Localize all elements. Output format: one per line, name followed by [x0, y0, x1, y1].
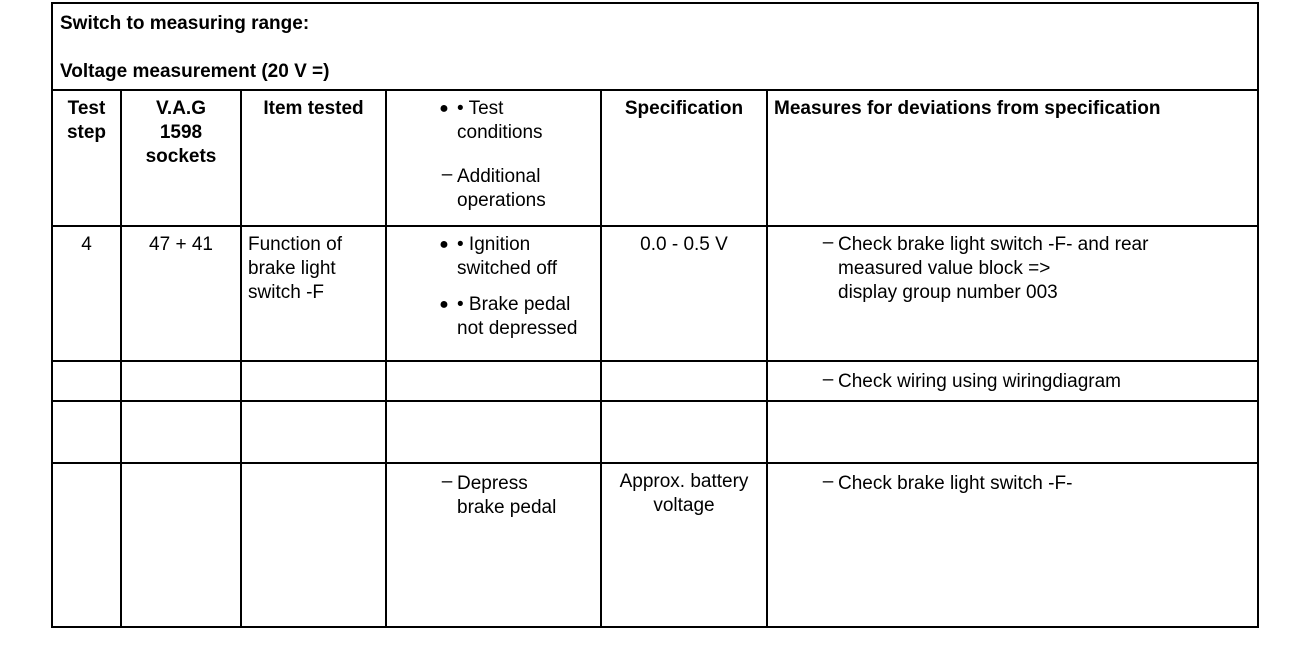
- header-conditions: [386, 90, 601, 226]
- cell-measures: [767, 226, 1258, 361]
- table-row: [52, 463, 1258, 627]
- cell-conditions: [386, 463, 601, 627]
- cell-sockets: 47 + 41: [121, 226, 241, 361]
- header-specification: Specification: [601, 90, 767, 226]
- dash-icon: –: [441, 471, 453, 492]
- measuring-range-title: Switch to measuring range:: [60, 13, 310, 34]
- test-table-document: [51, 2, 1257, 628]
- cell-specification: 0.0 - 0.5 V: [601, 226, 767, 361]
- measuring-range-row: [52, 3, 1258, 90]
- column-header-row: [52, 90, 1258, 226]
- bullet-icon: ●: [439, 296, 449, 313]
- table-row: [52, 401, 1258, 463]
- header-test-conditions: ● • Test conditions: [393, 97, 594, 145]
- header-sockets: V.A.G 1598 sockets: [121, 90, 241, 226]
- bullet-icon: ●: [439, 100, 449, 117]
- dash-icon: –: [822, 471, 834, 492]
- table-row: [52, 361, 1258, 401]
- dash-icon: –: [822, 369, 834, 390]
- measure-check-switch-final: – Check brake light switch -F-: [822, 471, 1073, 494]
- test-specification-table: [51, 2, 1259, 628]
- cell-test-step: 4: [52, 226, 121, 361]
- cell-specification: Approx. battery voltage: [601, 463, 767, 627]
- header-item-tested: Item tested: [241, 90, 386, 226]
- cell-measures: [767, 361, 1258, 401]
- header-additional-operations: – Additional operations: [441, 164, 546, 211]
- table-row: [52, 226, 1258, 361]
- header-test-step: Test step: [52, 90, 121, 226]
- cell-item-tested: Function of brake light switch -F: [241, 226, 386, 361]
- cell-measures: [767, 463, 1258, 627]
- header-measures: Measures for deviations from specification: [767, 90, 1258, 226]
- measure-check-wiring: – Check wiring using wiringdiagram: [822, 369, 1122, 392]
- condition-ignition: ● • Ignition switched off: [393, 233, 594, 281]
- dash-icon: –: [441, 164, 453, 185]
- measure-check-switch: – Check brake light switch -F- and rear measured value block => display group number 003: [822, 232, 1149, 303]
- operation-depress-pedal: – Depress brake pedal: [441, 471, 557, 518]
- cell-conditions: [386, 226, 601, 361]
- measuring-range-cell: [52, 3, 1258, 90]
- dash-icon: –: [822, 232, 834, 253]
- measuring-range-value: Voltage measurement (20 V =): [60, 61, 330, 82]
- condition-brake-pedal: ● • Brake pedal not depressed: [393, 293, 594, 341]
- bullet-icon: ●: [439, 236, 449, 253]
